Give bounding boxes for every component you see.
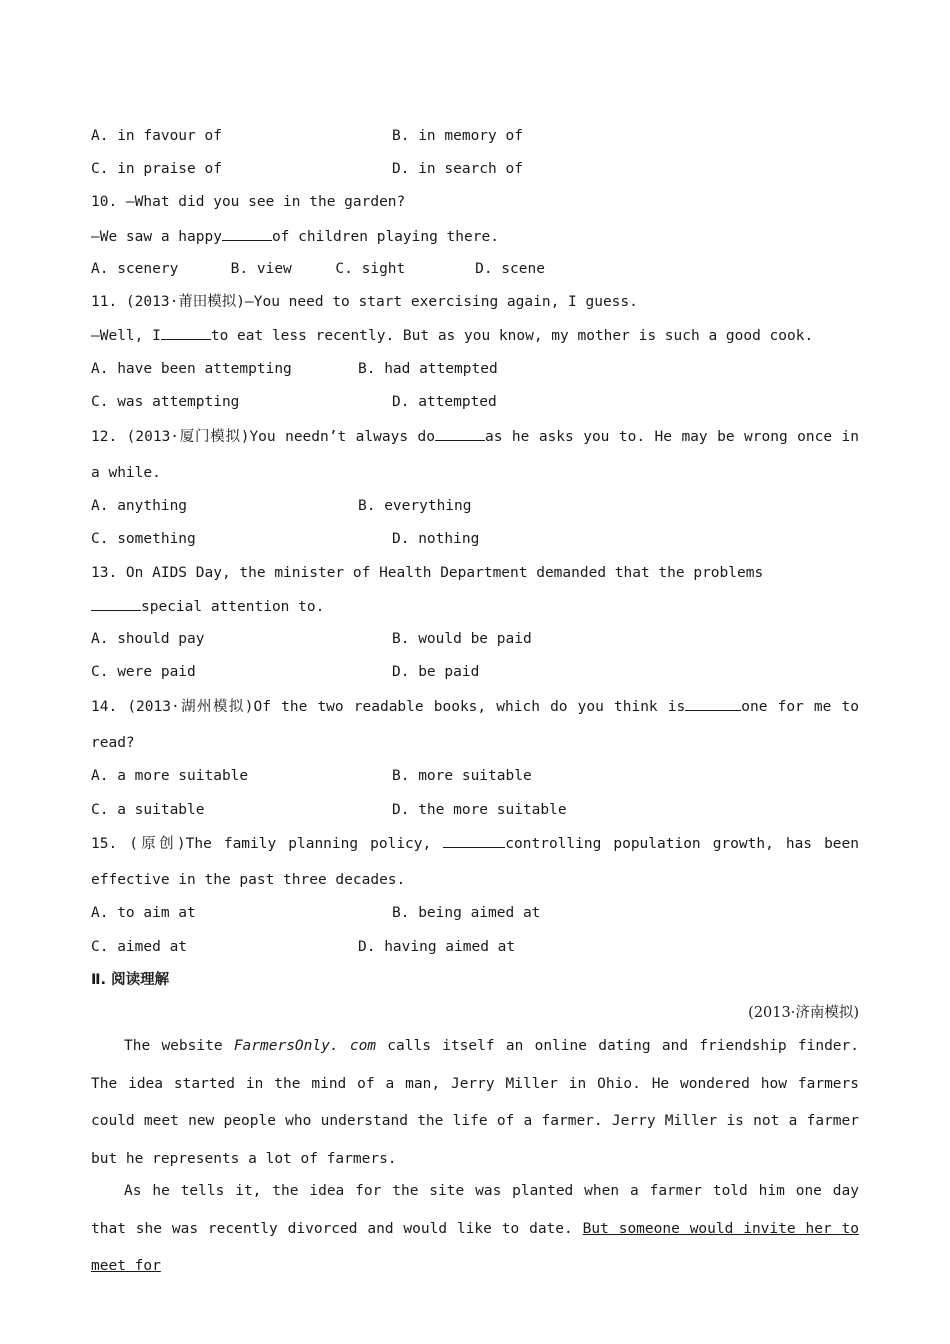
q13-stem: 13. On AIDS Day, the minister of Health Department demanded that the problems — [91, 565, 764, 581]
q9-option-b: B. in memory of — [392, 128, 523, 144]
q13-line2: special attention to. — [91, 596, 324, 617]
q14-line2: read? — [91, 735, 135, 751]
q14-option-d: D. the more suitable — [392, 802, 567, 818]
q11-option-b: B. had attempted — [358, 361, 498, 377]
q10-line2: —We saw a happy of children playing there. — [91, 226, 499, 247]
q12-option-a: A. anything — [91, 498, 188, 514]
q11-option-d: D. attempted — [392, 394, 497, 410]
q11-line2: —Well, I to eat less recently. But as you know, my mother is such a good cook. — [91, 325, 813, 346]
q11-option-a: A. have been attempting — [91, 361, 292, 377]
website-name: FarmersOnly. com — [233, 1038, 377, 1054]
passage-paragraph-2: As he tells it, the idea for the site was planted when a farmer told him one day that she was recently divorced and would like to date. But someone would invite her to meet for — [91, 1183, 860, 1274]
answer-blank — [222, 226, 272, 241]
q15-option-d: D. having aimed at — [358, 939, 516, 955]
q15-option-c: C. aimed at — [91, 939, 188, 955]
q13-option-a: A. should pay — [91, 631, 205, 647]
answer-blank — [443, 833, 505, 848]
answer-blank — [161, 325, 211, 340]
answer-blank — [435, 426, 485, 441]
q13-option-c: C. were paid — [91, 664, 196, 680]
q11-stem: 11. (2013·莆田模拟)—You need to start exercising again, I guess. — [91, 294, 638, 310]
passage-source: (2013·济南模拟) — [748, 1005, 859, 1021]
q9-option-c: C. in praise of — [91, 161, 222, 177]
q10-options: A. scenery B. view C. sight D. scene — [91, 261, 545, 277]
answer-blank — [91, 596, 141, 611]
passage-paragraph-1: The website FarmersOnly. com calls itself an online dating and friendship finder. The idea started in the mind of a man, Jerry Miller in Ohio. He wondered how farmers could meet new people who understand the life of a farmer. Jerry Miller is not a farmer but he represents a lot of farmers. — [91, 1038, 859, 1167]
q14-option-c: C. a suitable — [91, 802, 205, 818]
q12-stem: 12. (2013·厦门模拟)You needn’t always do as he asks you to. He may be wrong once in — [91, 426, 859, 447]
q15-stem: 15. (原创)The family planning policy, controlling population growth, has been — [91, 833, 859, 854]
q15-line2: effective in the past three decades. — [91, 872, 406, 888]
q12-option-d: D. nothing — [392, 531, 480, 547]
q12-option-b: B. everything — [358, 498, 472, 514]
answer-blank — [685, 696, 741, 711]
q14-option-b: B. more suitable — [392, 768, 532, 784]
section-heading: Ⅱ. 阅读理解 — [91, 972, 170, 988]
q13-option-b: B. would be paid — [392, 631, 532, 647]
q10-stem: 10. —What did you see in the garden? — [91, 194, 406, 210]
q14-option-a: A. a more suitable — [91, 768, 249, 784]
q15-option-a: A. to aim at — [91, 905, 196, 921]
q14-stem: 14. (2013·湖州模拟)Of the two readable books, which do you think is one for me to — [91, 696, 859, 717]
q9-option-d: D. in search of — [392, 161, 523, 177]
q9-option-a: A. in favour of — [91, 128, 222, 144]
underlined-sentence: But someone would invite her to meet for — [91, 1220, 860, 1274]
q15-option-b: B. being aimed at — [392, 905, 541, 921]
q13-option-d: D. be paid — [392, 664, 480, 680]
q11-option-c: C. was attempting — [91, 394, 240, 410]
q12-line2: a while. — [91, 465, 161, 481]
q12-option-c: C. something — [91, 531, 196, 547]
